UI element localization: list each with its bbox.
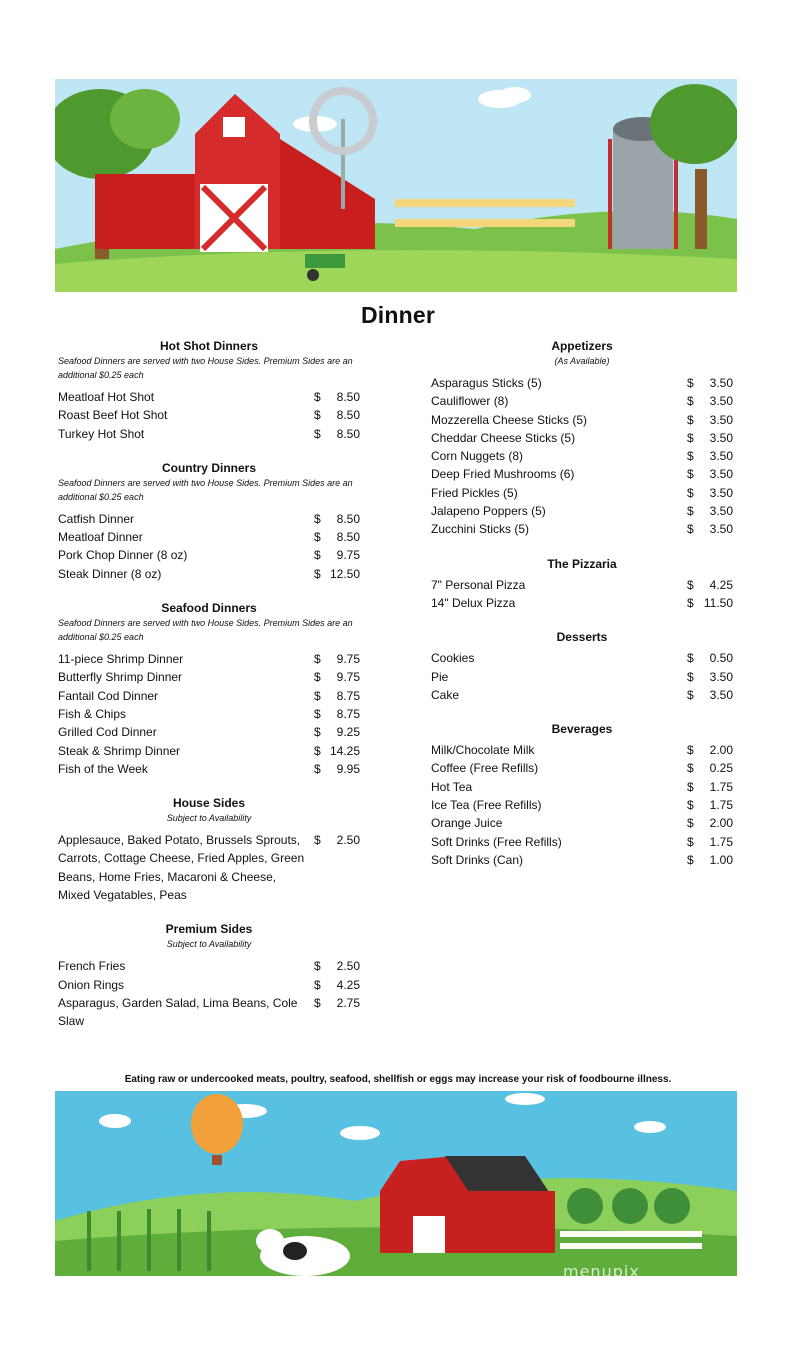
menu-item-name: Fantail Cod Dinner [58,688,159,703]
menu-item [58,388,360,406]
menu-item-price [314,957,360,975]
menu-item-price [314,687,360,705]
price-amount: 9.75 [336,652,360,667]
menu-item [431,594,733,612]
price-amount: 11.50 [703,595,733,610]
menu-item-price [687,814,733,832]
price-amount: 8.50 [336,390,360,404]
menu-section [58,460,360,583]
menu-section [431,556,733,613]
menu-item-price [687,649,733,667]
menu-item-price [687,686,733,704]
menu-item-price [687,465,733,483]
menu-item [431,814,733,832]
price-amount: 3.50 [709,522,733,537]
menu-item-name: Asparagus Sticks (5) [431,376,542,390]
menu-item-name: Steak Dinner (8 oz) [58,566,162,581]
menu-item [431,465,733,483]
price-currency: $ [314,511,321,526]
price-amount: 12.50 [329,566,360,581]
menu-item-price [314,406,360,424]
menu-item-price [687,392,733,410]
price-amount: 3.50 [709,412,733,427]
menu-item [58,406,360,424]
menu-item-price [687,502,733,520]
menu-item-name: Fried Pickles (5) [431,485,518,500]
menu-item-name: Coffee (Free Refills) [431,761,539,776]
menu-item [58,546,360,564]
price-amount: 3.50 [709,430,733,445]
menu-item [431,447,733,465]
menu-section [431,338,733,539]
menu-item-name: Hot Tea [431,779,473,794]
menu-item-name: Cheddar Cheese Sticks (5) [431,430,576,445]
menu-item-name: Soft Drinks (Free Refills) [431,834,562,849]
price-currency: $ [314,706,321,721]
menu-item-price [687,759,733,777]
section-note: Seafood Dinners are served with two House Sides. Premium Sides are an additional $0.25 each [58,356,353,380]
price-amount: 14.25 [329,743,360,758]
menu-item-price [687,778,733,796]
price-currency: $ [687,522,694,537]
price-currency: $ [687,449,694,464]
price-amount: 2.00 [709,743,733,758]
price-currency: $ [314,743,321,758]
price-amount: 9.75 [336,548,360,563]
price-amount: 3.50 [709,449,733,464]
menu-item-name: Turkey Hot Shot [58,426,145,441]
menu-item [431,778,733,796]
section-title: The Pizzaria [547,556,617,571]
menu-item [431,686,733,704]
menu-item-name: 14" Delux Pizza [431,595,516,610]
section-title: Appetizers [551,339,613,353]
menu-item-name: Asparagus, Garden Salad, Lima Beans, Cole Slaw [58,995,298,1029]
section-note: Seafood Dinners are served with two House Sides. Premium Sides are an additional $0.25 each [58,618,353,643]
price-amount: 4.25 [336,977,360,992]
menu-section [58,600,360,778]
menu-item-price [314,976,360,994]
section-title: Hot Shot Dinners [160,339,258,353]
menu-item-price [687,741,733,759]
menu-item-price [687,851,733,869]
menu-item [431,668,733,686]
price-currency: $ [687,761,694,776]
price-currency: $ [687,430,694,445]
price-currency: $ [687,798,694,813]
price-amount: 0.50 [709,651,733,666]
menu-item-price [314,760,360,778]
menu-item [431,520,733,538]
menu-item-name: Fish & Chips [58,706,127,721]
price-currency: $ [687,504,694,519]
menu-item-price [687,576,733,594]
section-note: Subject to Availability [166,813,252,824]
menu-item-price [687,833,733,851]
price-amount: 3.50 [709,504,733,519]
menu-item-price [687,796,733,814]
menu-item-price [687,520,733,538]
price-amount: 1.00 [709,852,733,867]
price-amount: 8.50 [336,426,360,441]
menu-item-name: Applesauce, Baked Potato, Brussels Sprouts, Carrots, Cottage Cheese, Fried Apples, Green Beans, Home Fries, Macaroni & Cheese, Mixed Vegatables, Peas [58,833,305,903]
menu-item [58,831,360,904]
top-farm-banner [55,79,737,292]
price-currency: $ [314,530,321,545]
section-title: House Sides [172,796,246,811]
menu-item-name: French Fries [58,959,126,974]
menu-item [431,759,733,777]
price-currency: $ [314,833,321,848]
menu-item [58,650,360,668]
menu-item-name: Meatloaf Hot Shot [58,390,155,404]
menu-item-name: Meatloaf Dinner [58,530,143,545]
menu-item-name: Pie [431,669,449,684]
menu-item [431,576,733,594]
menu-item [431,392,733,410]
menu-section [431,721,733,869]
menu-item-price [314,668,360,686]
menu-item [431,484,733,502]
price-currency: $ [687,577,694,592]
left-menu-column [58,338,360,1048]
menu-item [58,565,360,583]
menu-item-price [687,484,733,502]
menu-item [58,723,360,741]
price-amount: 8.75 [336,688,360,703]
menu-item-name: Jalapeno Poppers (5) [431,504,546,519]
price-currency: $ [314,725,321,740]
price-amount: 3.50 [709,485,733,500]
menu-item-price [314,528,360,546]
page-title: Dinner [360,302,436,328]
section-note: (As Available) [554,356,610,366]
price-currency: $ [314,670,321,685]
menu-item [431,411,733,429]
right-menu-column [431,338,733,886]
price-currency: $ [687,376,694,390]
price-amount: 9.25 [336,725,360,740]
price-currency: $ [314,390,321,404]
menu-item-name: Zucchini Sticks (5) [431,522,530,537]
price-currency: $ [314,761,321,776]
menu-item-name: Deep Fried Mushrooms (6) [431,467,575,482]
menu-item-price [687,374,733,392]
menu-item [58,760,360,778]
section-title: Seafood Dinners [161,601,257,616]
menu-item [431,851,733,869]
food-safety-warning: Eating raw or undercooked meats, poultry, seafood, shellfish or eggs may increase your risk of foodbourne illness. [124,1074,672,1085]
menu-item-price [687,447,733,465]
price-currency: $ [687,485,694,500]
menu-section [431,629,733,704]
menu-item [58,668,360,686]
menu-item [431,502,733,520]
menu-item-name: 11-piece Shrimp Dinner [58,652,184,667]
price-amount: 2.50 [336,959,360,974]
price-amount: 8.50 [336,511,360,526]
menu-item-name: Pork Chop Dinner (8 oz) [58,548,188,563]
menu-section [58,338,360,443]
price-currency: $ [314,977,321,992]
price-currency: $ [687,834,694,849]
menu-item [431,649,733,667]
price-amount: 9.75 [336,670,360,685]
menu-item [58,976,360,994]
price-currency: $ [687,743,694,758]
menu-item-name: Cake [431,687,460,702]
price-amount: 3.50 [709,394,733,409]
menu-item [431,796,733,814]
menu-item-price [314,650,360,668]
section-note: Subject to Availability [166,939,252,950]
menu-item [431,833,733,851]
menu-item-price [314,705,360,723]
menu-item-name: Steak & Shrimp Dinner [58,743,181,758]
price-currency: $ [687,651,694,666]
menu-item-name: Catfish Dinner [58,511,135,526]
menu-item-name: Ice Tea (Free Refills) [431,798,542,813]
price-amount: 2.00 [709,816,733,831]
menu-item [58,510,360,528]
price-amount: 1.75 [709,834,733,849]
menu-item-price [314,831,360,849]
price-amount: 3.50 [709,687,733,702]
farm-scene-illustration [55,79,737,292]
menu-item-price [687,594,733,612]
price-amount: 1.75 [709,798,733,813]
section-note: Seafood Dinners are served with two House Sides. Premium Sides are an additional $0.25 each [58,477,353,502]
price-currency: $ [314,566,321,581]
menu-item-name: Soft Drinks (Can) [431,852,524,867]
price-currency: $ [687,467,694,482]
price-currency: $ [314,426,321,441]
price-amount: 1.75 [709,779,733,794]
price-currency: $ [687,394,694,409]
farm-barn-cow-illustration [55,1091,737,1276]
menu-item-name: Butterfly Shrimp Dinner [58,670,183,685]
price-currency: $ [314,652,321,667]
menu-item-price [687,429,733,447]
section-title: Desserts [556,630,608,645]
section-title: Country Dinners [161,460,256,475]
menu-item-price [314,565,360,583]
menu-item [58,742,360,760]
menu-item-price [687,411,733,429]
price-currency: $ [314,548,321,563]
menu-item-price [314,425,360,443]
price-currency: $ [687,816,694,831]
price-amount: 4.25 [709,577,733,592]
price-currency: $ [687,687,694,702]
price-currency: $ [687,779,694,794]
watermark-text: menupix [563,1262,640,1281]
menu-item-name: Cookies [431,651,475,666]
menu-section [58,795,360,904]
price-amount: 8.50 [336,408,360,423]
section-title: Premium Sides [165,922,253,937]
bottom-farm-banner [55,1091,737,1276]
price-currency: $ [314,688,321,703]
menu-item [58,687,360,705]
menu-item-name: Corn Nuggets (8) [431,449,524,464]
menu-item-name: Fish of the Week [58,761,148,776]
price-currency: $ [687,852,694,867]
menu-item-price [314,388,360,406]
price-amount: 2.50 [336,833,360,848]
menu-item-price [687,668,733,686]
price-currency: $ [314,959,321,974]
menu-item [58,705,360,723]
price-amount: 9.95 [336,761,360,776]
price-amount: 0.25 [709,761,733,776]
menu-item-price [314,510,360,528]
price-currency: $ [314,995,321,1010]
menu-item [431,741,733,759]
price-amount: 2.75 [336,995,360,1010]
menu-item [58,528,360,546]
menu-item-name: 7" Personal Pizza [431,577,526,592]
menu-item-name: Orange Juice [431,816,503,831]
menu-item [58,957,360,975]
section-title: Beverages [551,722,613,737]
menu-item-name: Cauliflower (8) [431,394,509,409]
menu-item [58,994,360,1031]
menu-item [58,425,360,443]
price-amount: 3.50 [709,467,733,482]
menu-item-name: Roast Beef Hot Shot [58,408,168,423]
menu-item-name: Onion Rings [58,977,125,992]
price-currency: $ [687,412,694,427]
menu-item-price [314,742,360,760]
menu-item-price [314,994,360,1012]
price-amount: 8.75 [336,706,360,721]
price-amount: 3.50 [709,376,733,390]
menu-item-name: Grilled Cod Dinner [58,725,157,740]
menu-item [431,374,733,392]
menu-item-name: Milk/Chocolate Milk [431,743,535,758]
price-currency: $ [687,595,694,610]
price-amount: 8.50 [336,530,360,545]
price-currency: $ [314,408,321,423]
price-amount: 3.50 [709,669,733,684]
menu-item [431,429,733,447]
menu-item-price [314,723,360,741]
price-currency: $ [687,669,694,684]
menu-item-name: Mozzerella Cheese Sticks (5) [431,412,588,427]
menu-item-price [314,546,360,564]
menu-section [58,921,360,1030]
